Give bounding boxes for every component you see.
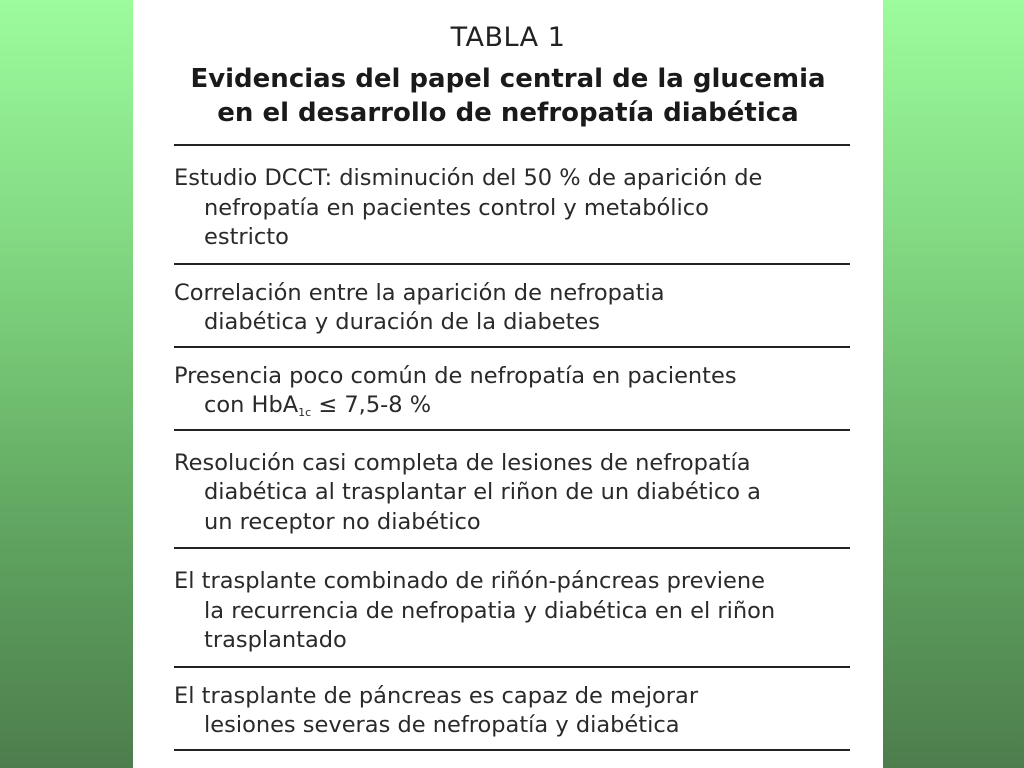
row-text-line: trasplantado xyxy=(204,627,347,653)
row-text-line: El trasplante combinado de riñón-páncreas previene xyxy=(174,568,765,594)
row-text-line: Presencia poco común de nefropatía en pacientes xyxy=(174,362,737,389)
table-row xyxy=(174,146,850,265)
hba-subscript: 1c xyxy=(298,406,312,419)
slide-panel xyxy=(133,0,883,768)
table-title xyxy=(133,62,883,130)
row-text-line: El trasplante de páncreas es capaz de mejorar xyxy=(174,682,699,709)
row-text-line xyxy=(174,391,850,421)
evidence-list xyxy=(174,144,850,751)
table-title-line-1: Evidencias del papel central de la glucemia xyxy=(190,64,826,94)
row-text-line: Resolución casi completa de lesiones de nefropatía xyxy=(174,449,751,476)
table-row xyxy=(174,668,850,751)
row-text-line: diabética y duración de la diabetes xyxy=(204,309,600,335)
row-text-line: lesiones severas de nefropatía y diabética xyxy=(204,712,680,738)
row-text-line: estricto xyxy=(204,224,289,250)
row-text-line: Estudio DCCT: disminución del 50 % de aparición de xyxy=(174,165,763,191)
table-row xyxy=(174,431,850,550)
table-title-line-2: en el desarrollo de nefropatía diabética xyxy=(217,98,799,128)
table-row xyxy=(174,348,850,431)
hba-prefix: con HbA xyxy=(204,392,299,418)
table-number: TABLA 1 xyxy=(450,22,566,53)
table-row xyxy=(174,549,850,668)
row-text-line: un receptor no diabético xyxy=(204,508,481,535)
row-text-line: diabética al trasplantar el riñon de un diabético a xyxy=(204,479,761,505)
row-text-line: nefropatía en pacientes control y metabólico xyxy=(204,194,709,221)
table-row xyxy=(174,265,850,348)
row-text-line: la recurrencia de nefropatia y diabética en el riñon xyxy=(204,597,776,624)
row-text-line: Correlación entre la aparición de nefropatia xyxy=(174,279,665,306)
hba-threshold: ≤ 7,5-8 % xyxy=(311,392,432,418)
